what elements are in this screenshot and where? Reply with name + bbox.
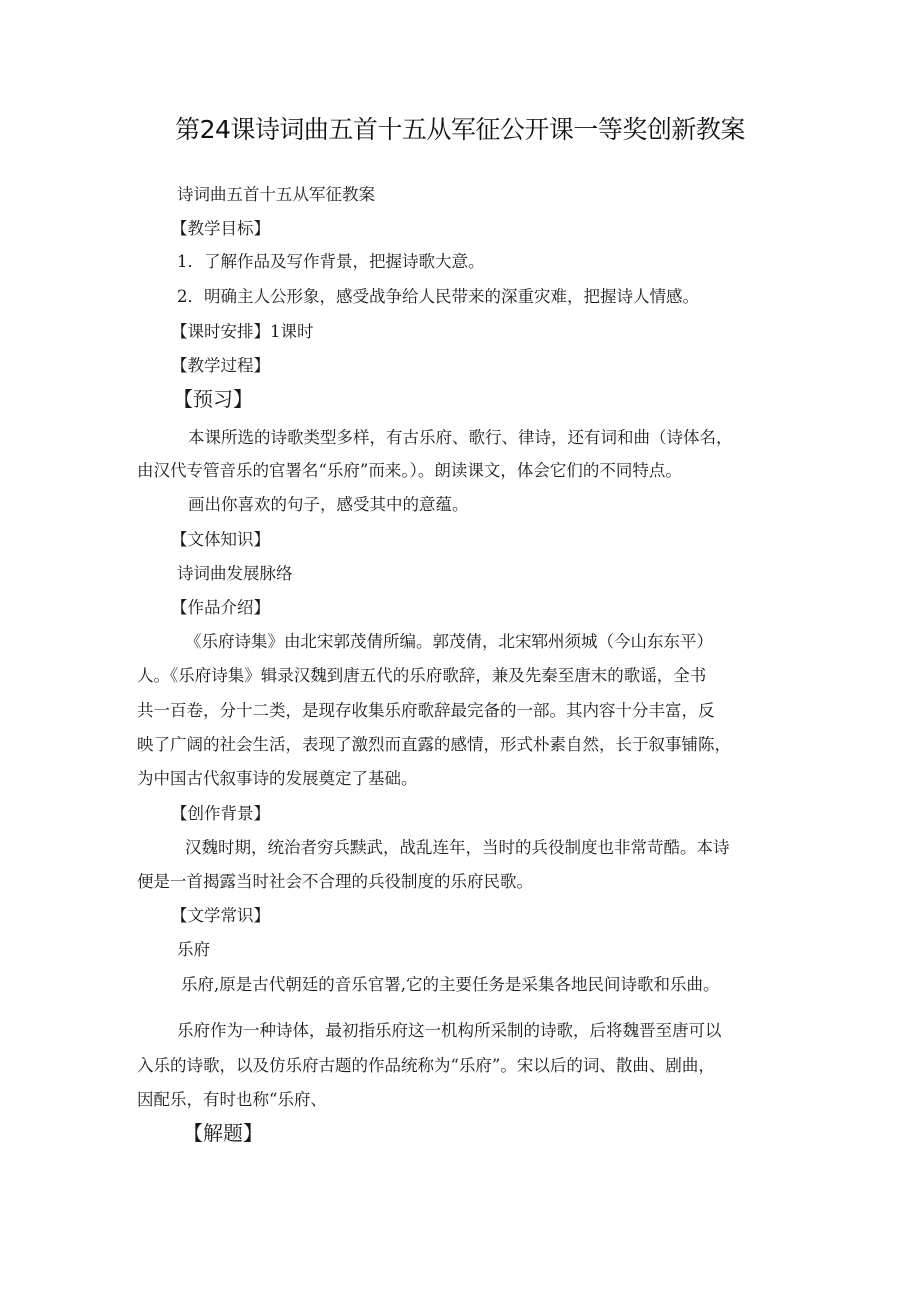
title-explain-header: 【解题】	[183, 1121, 263, 1145]
genre-text: 诗词曲发展脉络	[177, 564, 293, 583]
objectives-header: 【教学目标】	[171, 219, 270, 238]
work-paragraph-line: 映了广阔的社会生活，表现了激烈而直露的感情，形式朴素自然，长于叙事铺陈，	[137, 735, 731, 754]
objective-2: 2．明确主人公形象，感受战争给人民带来的深重灾难，把握诗人情感。	[177, 287, 699, 306]
objective-1: 1．了解作品及写作背景，把握诗歌大意。	[177, 252, 485, 271]
background-header: 【创作背景】	[171, 804, 270, 823]
literature-paragraph-1: 乐府,原是古代朝廷的音乐官署,它的主要任务是采集各地民间诗歌和乐曲。	[181, 975, 720, 994]
work-paragraph-line: 为中国古代叙事诗的发展奠定了基础。	[137, 769, 418, 788]
literature-paragraph-line: 因配乐，有时也称“乐府、	[137, 1090, 327, 1109]
background-paragraph-line: 汉魏时期，统治者穷兵黩武，战乱连年，当时的兵役制度也非常苛酷。本诗	[185, 838, 730, 857]
work-header: 【作品介绍】	[171, 598, 270, 617]
literature-paragraph-line: 入乐的诗歌，以及仿乐府古题的作品统称为“乐府”。宋以后的词、散曲、剧曲，	[137, 1056, 715, 1075]
schedule: 【课时安排】1课时	[171, 322, 314, 341]
literature-term: 乐府	[177, 940, 210, 959]
genre-header: 【文体知识】	[171, 530, 270, 549]
process-header: 【教学过程】	[171, 356, 270, 375]
preview-header: 【预习】	[173, 387, 253, 411]
preview-paragraph-line: 由汉代专管音乐的官署名“乐府”而来。）。朗读课文，体会它们的不同特点。	[137, 461, 682, 480]
literature-paragraph-line: 乐府作为一种诗体，最初指乐府这一机构所采制的诗歌，后将魏晋至唐可以	[177, 1021, 722, 1040]
preview-paragraph-line: 本课所选的诗歌类型多样，有古乐府、歌行、律诗，还有词和曲（诗体名，	[188, 428, 733, 447]
literature-header: 【文学常识】	[171, 906, 270, 925]
work-paragraph-line: 人。《乐府诗集》辑录汉魏到唐五代的乐府歌辞，兼及先秦至唐末的歌谣，全书	[137, 666, 707, 685]
preview-paragraph-2: 画出你喜欢的句子，感受其中的意蕴。	[188, 495, 469, 514]
work-paragraph-line: 《乐府诗集》由北宋郭茂倩所编。郭茂倩，北宋郓州须城（今山东东平）	[185, 632, 713, 651]
background-paragraph-line: 便是一首揭露当时社会不合理的兵役制度的乐府民歌。	[137, 872, 533, 891]
document-title: 第24课诗词曲五首十五从军征公开课一等奖创新教案	[175, 115, 745, 144]
work-paragraph-line: 共一百卷，分十二类，是现存收集乐府歌辞最完备的一部。其内容十分丰富，反	[137, 701, 715, 720]
subtitle: 诗词曲五首十五从军征教案	[177, 185, 375, 204]
